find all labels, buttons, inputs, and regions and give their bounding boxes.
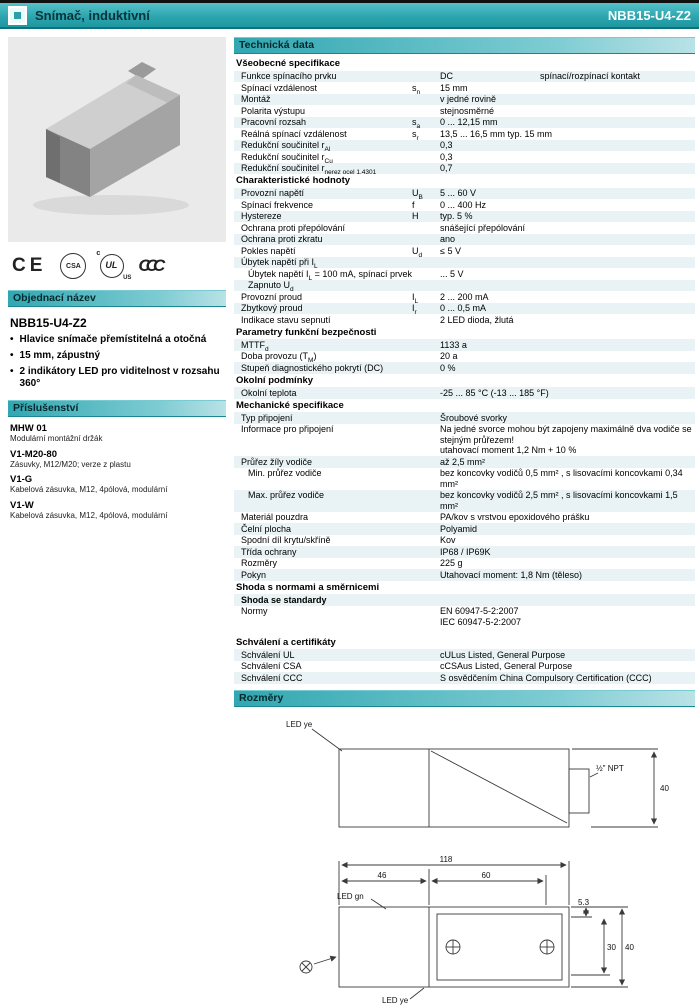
spec-symbol [412,151,440,152]
drawing-labels [286,720,669,1005]
spec-symbol [412,94,440,95]
spec-row [234,82,695,94]
spec-value: DC spínací/rozpínací kontakt [440,71,641,81]
spec-value: 5 ... 60 V [440,188,477,198]
spec-symbol [412,387,440,388]
feature-list [10,334,226,390]
spec-row [234,314,695,326]
spec-row [234,661,695,673]
label-led-ye-bottom: LED ye [382,995,409,1005]
accessories-header: Příslušenství [8,400,226,417]
spec-label: Stupeň diagnostického pokrytí (DC) [241,362,384,373]
spec-symbol [412,234,440,235]
dim-118: 118 [439,854,453,864]
spec-symbol: $s_n$ [412,82,421,96]
spec-value: stejnosměrné [440,105,495,116]
header-bar [0,3,699,29]
spec-value: bez koncovky vodičů 0,5 mm² , s lisovacími koncovkami 0,34 mm² [440,468,683,489]
spec-row [234,535,695,547]
spec-symbol [412,280,440,281]
spec-symbol [412,362,440,363]
spec-symbol [412,163,440,164]
spec-symbol [412,672,440,673]
accessory-description: Modulární montážní držák [10,434,103,443]
spec-symbol [412,257,440,258]
spec-symbol [412,558,440,559]
spec-symbol [412,268,440,269]
spec-label: Schválení CCC [241,672,303,683]
spec-symbol [412,535,440,536]
spec-label: Provozní proud [241,291,303,302]
spec-value: Šroubové svorky [440,412,508,423]
spec-label: Montáž [241,94,271,104]
spec-row [234,211,695,223]
spec-symbol [412,468,440,469]
spec-row [234,412,695,424]
spec-value-secondary: spínací/rozpínací kontakt [540,71,641,81]
order-code: NBB15-U4-Z2 [10,316,87,330]
label-led-ye-top: LED ye [286,719,313,729]
spec-row [234,387,695,399]
spec-row [234,222,695,234]
spec-symbol [412,661,440,662]
spec-label: Zbytkový proud [241,303,303,313]
spec-row [234,105,695,117]
spec-label: Spodní díl krytu/skříně [241,535,331,545]
section-title: Charakteristické hodnoty [236,175,351,186]
spec-symbol [412,71,440,72]
ccc-mark: CCC [138,256,161,275]
spec-value: 0,3 [440,151,453,162]
spec-symbol [412,523,440,524]
spec-row [234,523,695,535]
spec-label: Rozměry [241,558,278,568]
spec-label: Ochrana proti přepólování [241,222,346,233]
spec-label: Typ připojení [241,412,293,423]
spec-label: Redukční součinitel $r_{nerez ocel 1.4301}$ [241,163,377,176]
spec-row [234,291,695,303]
spec-row [234,188,695,200]
spec-row [234,303,695,315]
spec-label: Redukční součinitel $r_{Cu}$ [241,151,333,165]
spec-label: Čelní plocha [241,523,292,534]
spec-value: 2 LED dioda, žlutá [440,314,514,325]
spec-row [234,234,695,246]
spec-label: Funkce spínacího prvku [241,71,337,81]
spec-label: Zapnuto $U_d$ [248,280,294,293]
accessory-item [10,474,226,495]
spec-label: Shoda se standardy [241,594,327,605]
ul-c-label: c [96,250,101,257]
spec-label: Úbytek napětí $I_L = 100$ mA, spínací prvek [248,268,412,282]
dim-5-3: 5.3 [578,897,590,907]
spec-symbol [412,314,440,315]
spec-value: cCSAus Listed, General Purpose [440,661,573,671]
spec-row [234,163,695,175]
section-title: Parametry funkční bezpečnosti [236,326,377,338]
csa-label: CSA [66,262,81,270]
dimension-drawing [234,711,695,1007]
spec-value: S osvědčením China Compulsory Certification (CCC) [440,672,652,683]
spec-symbol [412,649,440,650]
dim-60: 60 [481,870,491,880]
dim-30: 30 [607,942,616,952]
spec-label: Okolní teplota [241,387,297,398]
spec-value: Kov [440,535,456,545]
spec-row [234,117,695,129]
spec-label: Polarita výstupu [241,105,306,116]
spec-symbol [412,105,440,106]
spec-symbol [412,456,440,457]
spec-value: 0 % [440,362,456,373]
accessory-name: V1-M20-80 [10,448,57,460]
spec-value: 0,3 [440,140,453,150]
spec-value: bez koncovky vodičů 2,5 mm² , s lisovacími koncovkami 1,5 mm² [440,490,678,511]
technical-data-header: Technická data [234,37,695,54]
spec-value: cULus Listed, General Purpose [440,649,566,660]
spec-label: Indikace stavu sepnutí [241,314,331,325]
left-column [8,37,226,1007]
spec-row [234,280,695,292]
model-number: NBB15-U4-Z2 [607,7,691,23]
spec-value [440,257,695,258]
spec-label: Schválení CSA [241,661,302,671]
spec-value [440,280,695,281]
accessory-description: Kabelová zásuvka, M12, 4pólová, modulární [10,510,168,520]
side-view [312,729,658,827]
dimensions-header: Rozměry [234,690,695,707]
section-title: Všeobecné specifikace [236,58,341,69]
spec-symbol: f [412,199,415,210]
spec-symbol [412,569,440,570]
top-view [300,861,628,999]
ul-us-label: US [123,275,132,281]
spec-symbol [412,512,440,513]
spec-value: až 2,5 mm² [440,456,486,467]
spec-value: snášející přepólování [440,222,526,233]
spec-symbol [412,606,440,607]
tech-table [234,57,695,684]
spec-row [234,490,695,512]
accessory-list [8,423,226,520]
spec-value: ... 5 V [440,268,464,279]
spec-label: Průřez žíly vodiče [241,456,313,467]
product-thumb-icon [8,6,27,25]
sensor-render [8,37,226,242]
spec-label: Provozní napětí [241,188,305,198]
spec-value: ano [440,234,456,244]
spec-symbol: $s_r$ [412,128,419,142]
product-photo [8,37,226,242]
spec-value: EN 60947-5-2:2007 IEC 60947-5-2:2007 [440,606,522,627]
certification-marks [12,252,226,280]
spec-row [234,424,695,457]
label-led-gn: LED gn [337,891,364,901]
spec-symbol: H [412,211,419,221]
ul-label: UL [105,260,118,270]
spec-value: typ. 5 % [440,211,473,221]
spec-symbol [412,490,440,491]
spec-value: 13,5 ... 16,5 mm typ. 15 mm [440,128,553,139]
spec-value [440,594,695,595]
spec-symbol: $I_L$ [412,291,419,305]
spec-row [234,672,695,684]
feature-text: • 15 mm, zápustný [19,350,101,361]
spec-symbol [412,594,440,595]
spec-label: Pracovní rozsah [241,117,307,127]
spec-value: 0 ... 0,5 mA [440,303,487,313]
spec-value: 0,7 [440,163,453,173]
ce-mark: CE [12,255,47,276]
spec-symbol [412,546,440,547]
spec-symbol: $U_d$ [412,245,423,259]
accessory-item [10,500,226,521]
spec-label: Úbytek napětí při $I_L$ [241,257,318,270]
spec-label: Pokles napětí [241,245,296,256]
dim-40-bottom: 40 [625,942,634,952]
accessory-name: V1-G [10,474,33,485]
spec-value: 20 a [440,351,458,361]
right-column [234,37,695,1007]
section-title: Mechanické specifikace [236,399,344,411]
spec-label: Materiál pouzdra [241,512,309,522]
spec-row [234,351,695,363]
dim-40-side: 40 [660,783,669,793]
spec-symbol [412,412,440,413]
spec-row [234,569,695,581]
spec-value: 15 mm [440,82,468,93]
spec-label: Hystereze [241,211,282,221]
spec-symbol [412,351,440,352]
spec-value: 1133 a [440,339,467,350]
label-npt: ½" NPT [596,763,624,773]
accessory-name: V1-W [10,499,34,511]
cul-us-mark [96,250,132,281]
feature-text: • Hlavice snímače přemístitelná a otočná [19,334,207,345]
spec-value: 225 g [440,558,463,568]
spec-row [234,362,695,374]
page-title: Snímač, induktivní [35,7,150,23]
csa-mark [60,253,86,279]
spec-row [234,456,695,468]
spec-row [234,649,695,661]
spec-value: -25 ... 85 °C (-13 ... 185 °F) [440,387,549,398]
accessory-description: Kabelová zásuvka, M12, 4pólová, modulární [10,485,168,494]
spec-row [234,268,695,280]
spec-symbol: $s_a$ [412,117,421,130]
spec-label: $MTTF_d$ [241,339,269,353]
spec-label: Spínací frekvence [241,199,314,210]
section-title: Okolní podmínky [236,374,314,386]
spec-row [234,468,695,490]
spec-label: Spínací vzdálenost [241,82,318,93]
spec-label: Reálná spínací vzdálenost [241,128,347,139]
spec-value: 0 ... 400 Hz [440,199,487,210]
spec-row [234,71,695,83]
spec-label: Třída ochrany [241,546,297,557]
spec-value: PA/kov s vrstvou epoxidového prášku [440,512,590,522]
spec-label: Ochrana proti zkratu [241,234,323,244]
spec-row [234,245,695,257]
spec-row [234,339,695,351]
order-name-header: Objednací název [8,290,226,307]
spec-symbol: $I_r$ [412,303,417,316]
spec-label: Doba provozu $(T_M)$ [241,351,317,364]
accessory-name: MHW 01 [10,423,47,434]
spec-value: 2 ... 200 mA [440,291,489,302]
spec-row [234,128,695,140]
spec-value: 0 ... 12,15 mm [440,117,498,127]
spec-row [234,594,695,606]
spec-label: Pokyn [241,569,267,580]
spec-row [234,512,695,524]
spec-row [234,546,695,558]
spec-value: IP68 / IP69K [440,546,491,557]
content-columns [0,29,699,1007]
spec-row [234,558,695,570]
spec-value: Utahovací moment: 1,8 Nm (těleso) [440,569,583,580]
accessory-item [10,423,226,444]
spec-symbol [412,339,440,340]
spec-row [234,199,695,211]
dim-46: 46 [377,870,387,880]
feature-text: • 2 indikátory LED pro viditelnost v rozsahu 360° [19,366,220,389]
spec-label: Redukční součinitel $r_{Al}$ [241,140,331,153]
spec-label: Normy [241,606,268,616]
spec-label: Min. průřez vodiče [248,468,322,478]
feature-item [10,366,226,390]
spec-label: Max. průřez vodiče [248,490,325,500]
feature-item [10,350,226,362]
spec-label: Informace pro připojení [241,424,334,434]
spec-label: Schválení UL [241,649,295,660]
spec-value: ≤ 5 V [440,245,461,256]
spec-symbol: $U_B$ [412,188,423,201]
spec-symbol [412,424,440,425]
spec-symbol [412,140,440,141]
spec-value: v jedné rovině [440,94,497,104]
section-title: Shoda s normami a směrnicemi [236,581,380,593]
accessory-item [10,449,226,470]
spec-row [234,94,695,106]
section-title: Schválení a certifikáty [236,636,336,648]
spec-value: Na jedné svorce mohou být zapojeny maximálně dva vodiče se stejným průřezem! utahovací moment 1,2 Nm + 10 % [440,424,692,455]
accessory-description: Zásuvky, M12/M20; verze z plastu [10,459,131,469]
spec-row [234,140,695,152]
spec-symbol [412,222,440,223]
spec-row [234,257,695,269]
spec-row [234,606,695,628]
feature-item [10,334,226,346]
spec-value: Polyamid [440,523,478,534]
spec-row [234,151,695,163]
